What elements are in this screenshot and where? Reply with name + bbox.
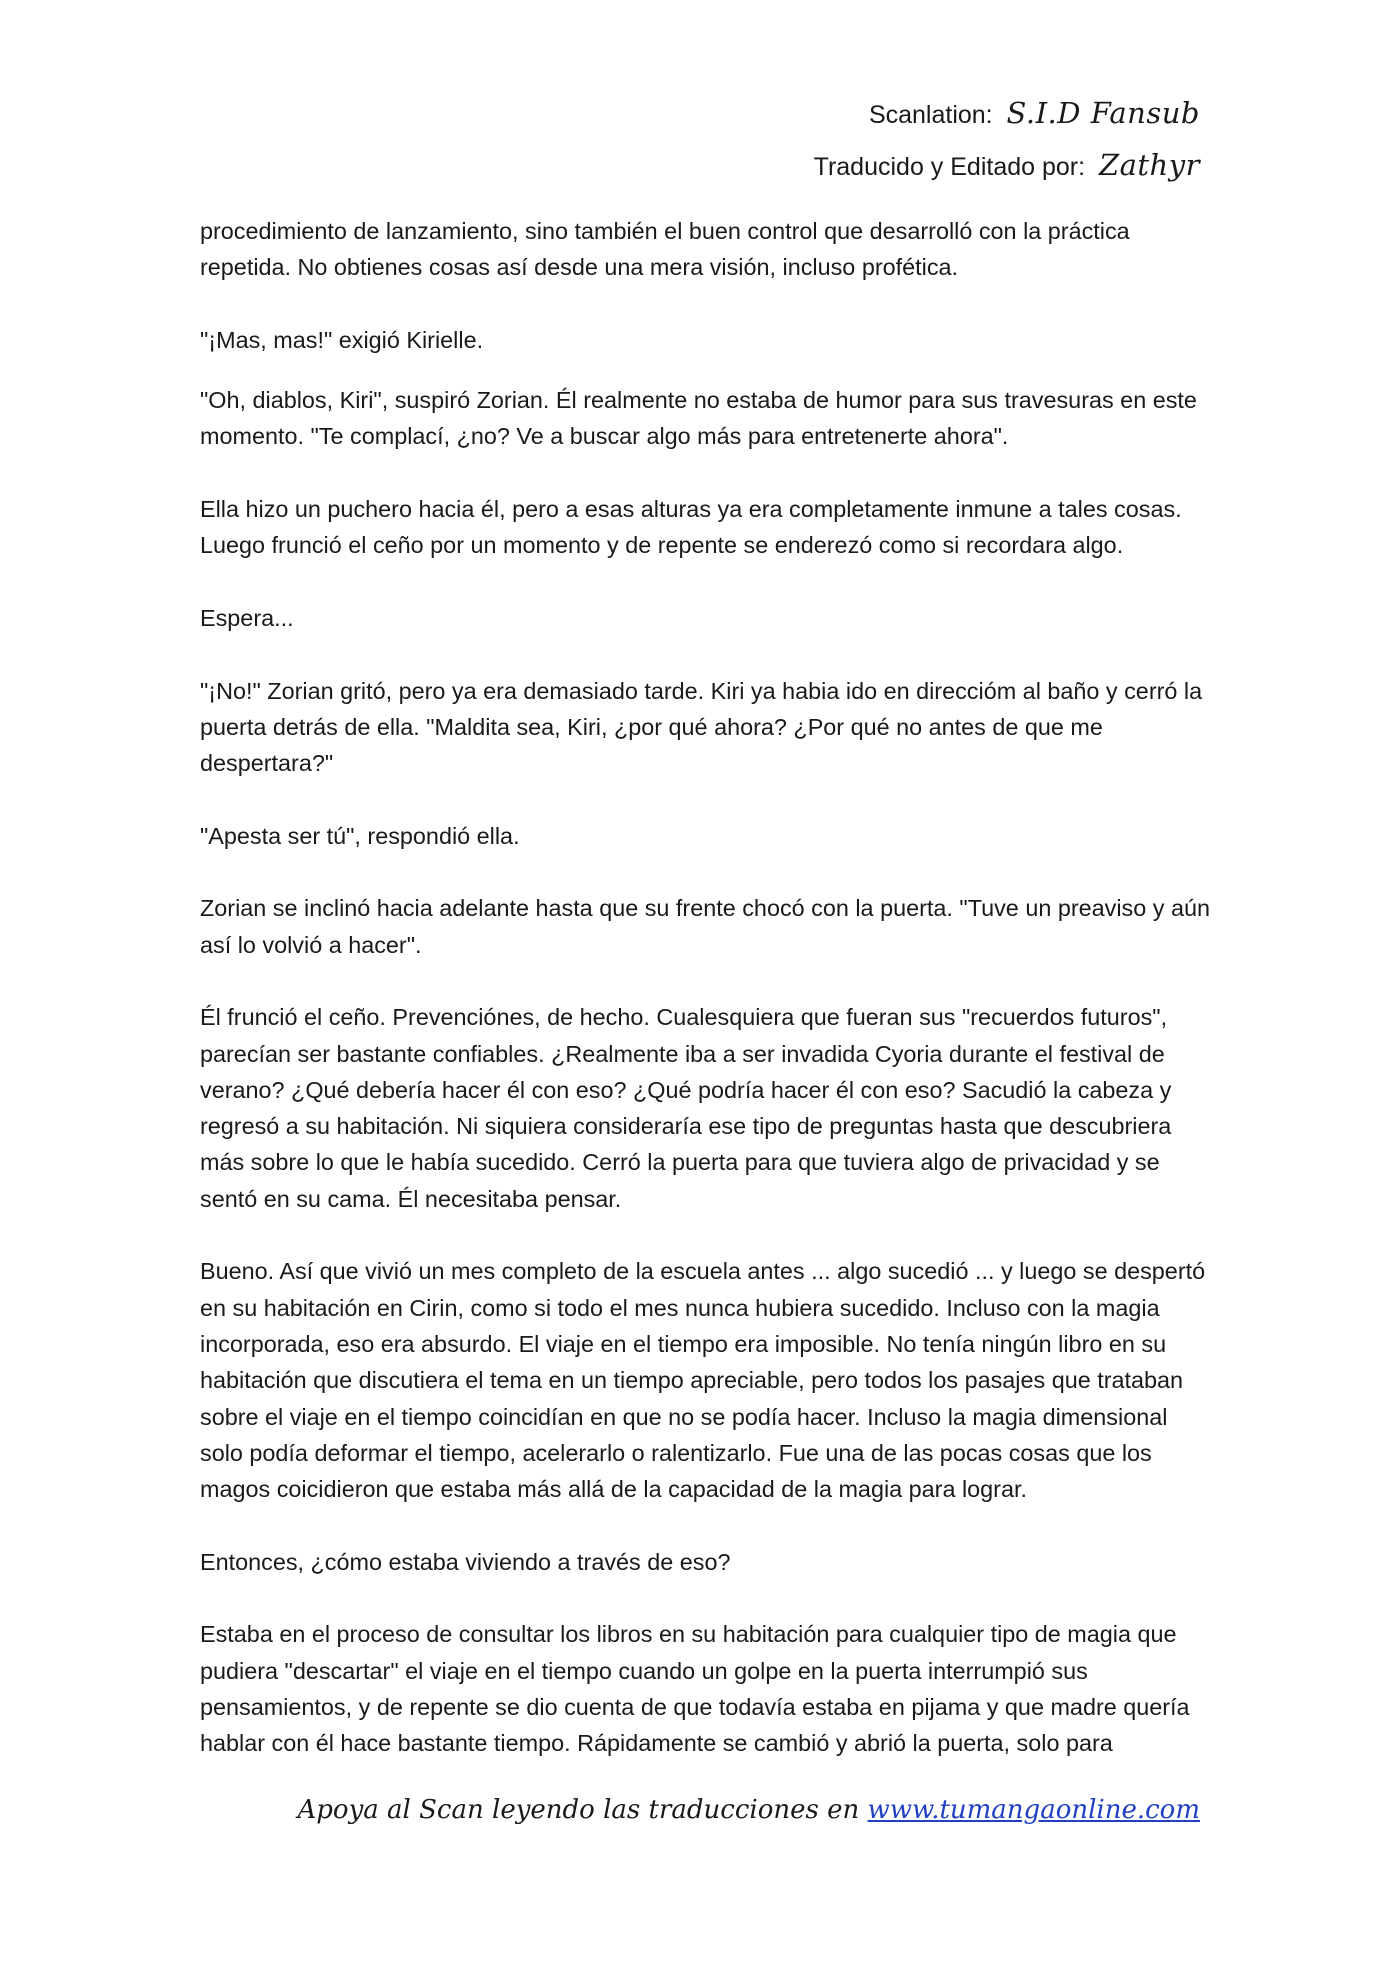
- scanlation-credit: [814, 88, 1200, 140]
- paragraph: Bueno. Así que vivió un mes completo de la escuela antes ... algo sucedió ... y luego se despertó en su habitación en Cirin, como si todo el mes nunca hubiera sucedido. Incluso con la magia incorporada, eso era absurdo. El viaje en el tiempo era imposible. No tenía ningún libro en su habitación que discutiera el tema en un tiempo apreciable, pero todos los pasajes que trataban sobre el viaje en el tiempo coincidían en que no se podía hacer. Incluso la magia dimensional solo podía deformar el tiempo, acelerarlo o ralentizarlo. Fue una de las pocas cosas que los magos coicidieron que estaba más allá de la capacidad de la magia para lograr.: [200, 1258, 1206, 1503]
- translator-credit: [814, 140, 1200, 192]
- translator-name: Zathyr: [1098, 148, 1200, 182]
- paragraph: "¡Mas, mas!" exigió Kirielle.: [200, 326, 484, 353]
- scanlation-label: Scanlation:: [868, 101, 993, 129]
- tumangaonline-link[interactable]: www.tumangaonline.com: [867, 1795, 1200, 1825]
- paragraph: Estaba en el proceso de consultar los libros en su habitación para cualquier tipo de magia que pudiera "descartar" el viaje en el tiempo cuando un golpe en la puerta interrumpió sus pensamientos, y de repente se dio cuenta de que todavía estaba en pijama y que madre quería hablar con él hace bastante tiempo. Rápidamente se cambió y abrió la puerta, solo para: [200, 1621, 1190, 1757]
- paragraph: "Oh, diablos, Kiri", suspiró Zorian. Él realmente no estaba de humor para sus travesuras en este momento. "Te complací, ¿no? Ve a buscar algo más para entretenerte ahora".: [200, 387, 1197, 450]
- paragraph: Espera...: [200, 604, 294, 631]
- paragraph: Zorian se inclinó hacia adelante hasta que su frente chocó con la puerta. "Tuve un preaviso y aún así lo volvió a hacer".: [200, 895, 1210, 958]
- paragraph: Ella hizo un puchero hacia él, pero a esas alturas ya era completamente inmune a tales cosas. Luego frunció el ceño por un momento y de repente se enderezó como si recordara algo.: [200, 496, 1182, 559]
- paragraph: "¡No!" Zorian gritó, pero ya era demasiado tarde. Kiri ya habia ido en direccióm al baño y cerró la puerta detrás de ella. "Maldita sea, Kiri, ¿por qué ahora? ¿Por qué no antes de que me despertara?": [200, 677, 1203, 777]
- chapter-text: [200, 213, 1212, 1798]
- translator-label: Traducido y Editado por:: [813, 153, 1086, 181]
- paragraph: procedimiento de lanzamiento, sino también el buen control que desarrolló con la práctica repetida. No obtienes cosas así desde una mera visión, incluso profética.: [200, 218, 1130, 281]
- paragraph: Entonces, ¿cómo estaba viviendo a través de eso?: [200, 1548, 731, 1575]
- paragraph: "Apesta ser tú", respondió ella.: [200, 822, 520, 849]
- credits-header: [814, 88, 1200, 192]
- scanlation-group-name: S.I.D Fansub: [1006, 96, 1200, 130]
- support-footer: [298, 1795, 1200, 1825]
- paragraph: Él frunció el ceño. Prevenciónes, de hecho. Cualesquiera que fueran sus "recuerdos futuros", parecían ser bastante confiables. ¿Realmente iba a ser invadida Cyoria durante el festival de verano? ¿Qué debería hacer él con eso? ¿Qué podría hacer él con eso? Sacudió la cabeza y regresó a su habitación. Ni siquiera consideraría ese tipo de preguntas hasta que descubriera más sobre lo que le había sucedido. Cerró la puerta para que tuviera algo de privacidad y se sentó en su cama. Él necesitaba pensar.: [200, 1004, 1172, 1212]
- footer-text: Apoya al Scan leyendo las traducciones en: [297, 1795, 860, 1825]
